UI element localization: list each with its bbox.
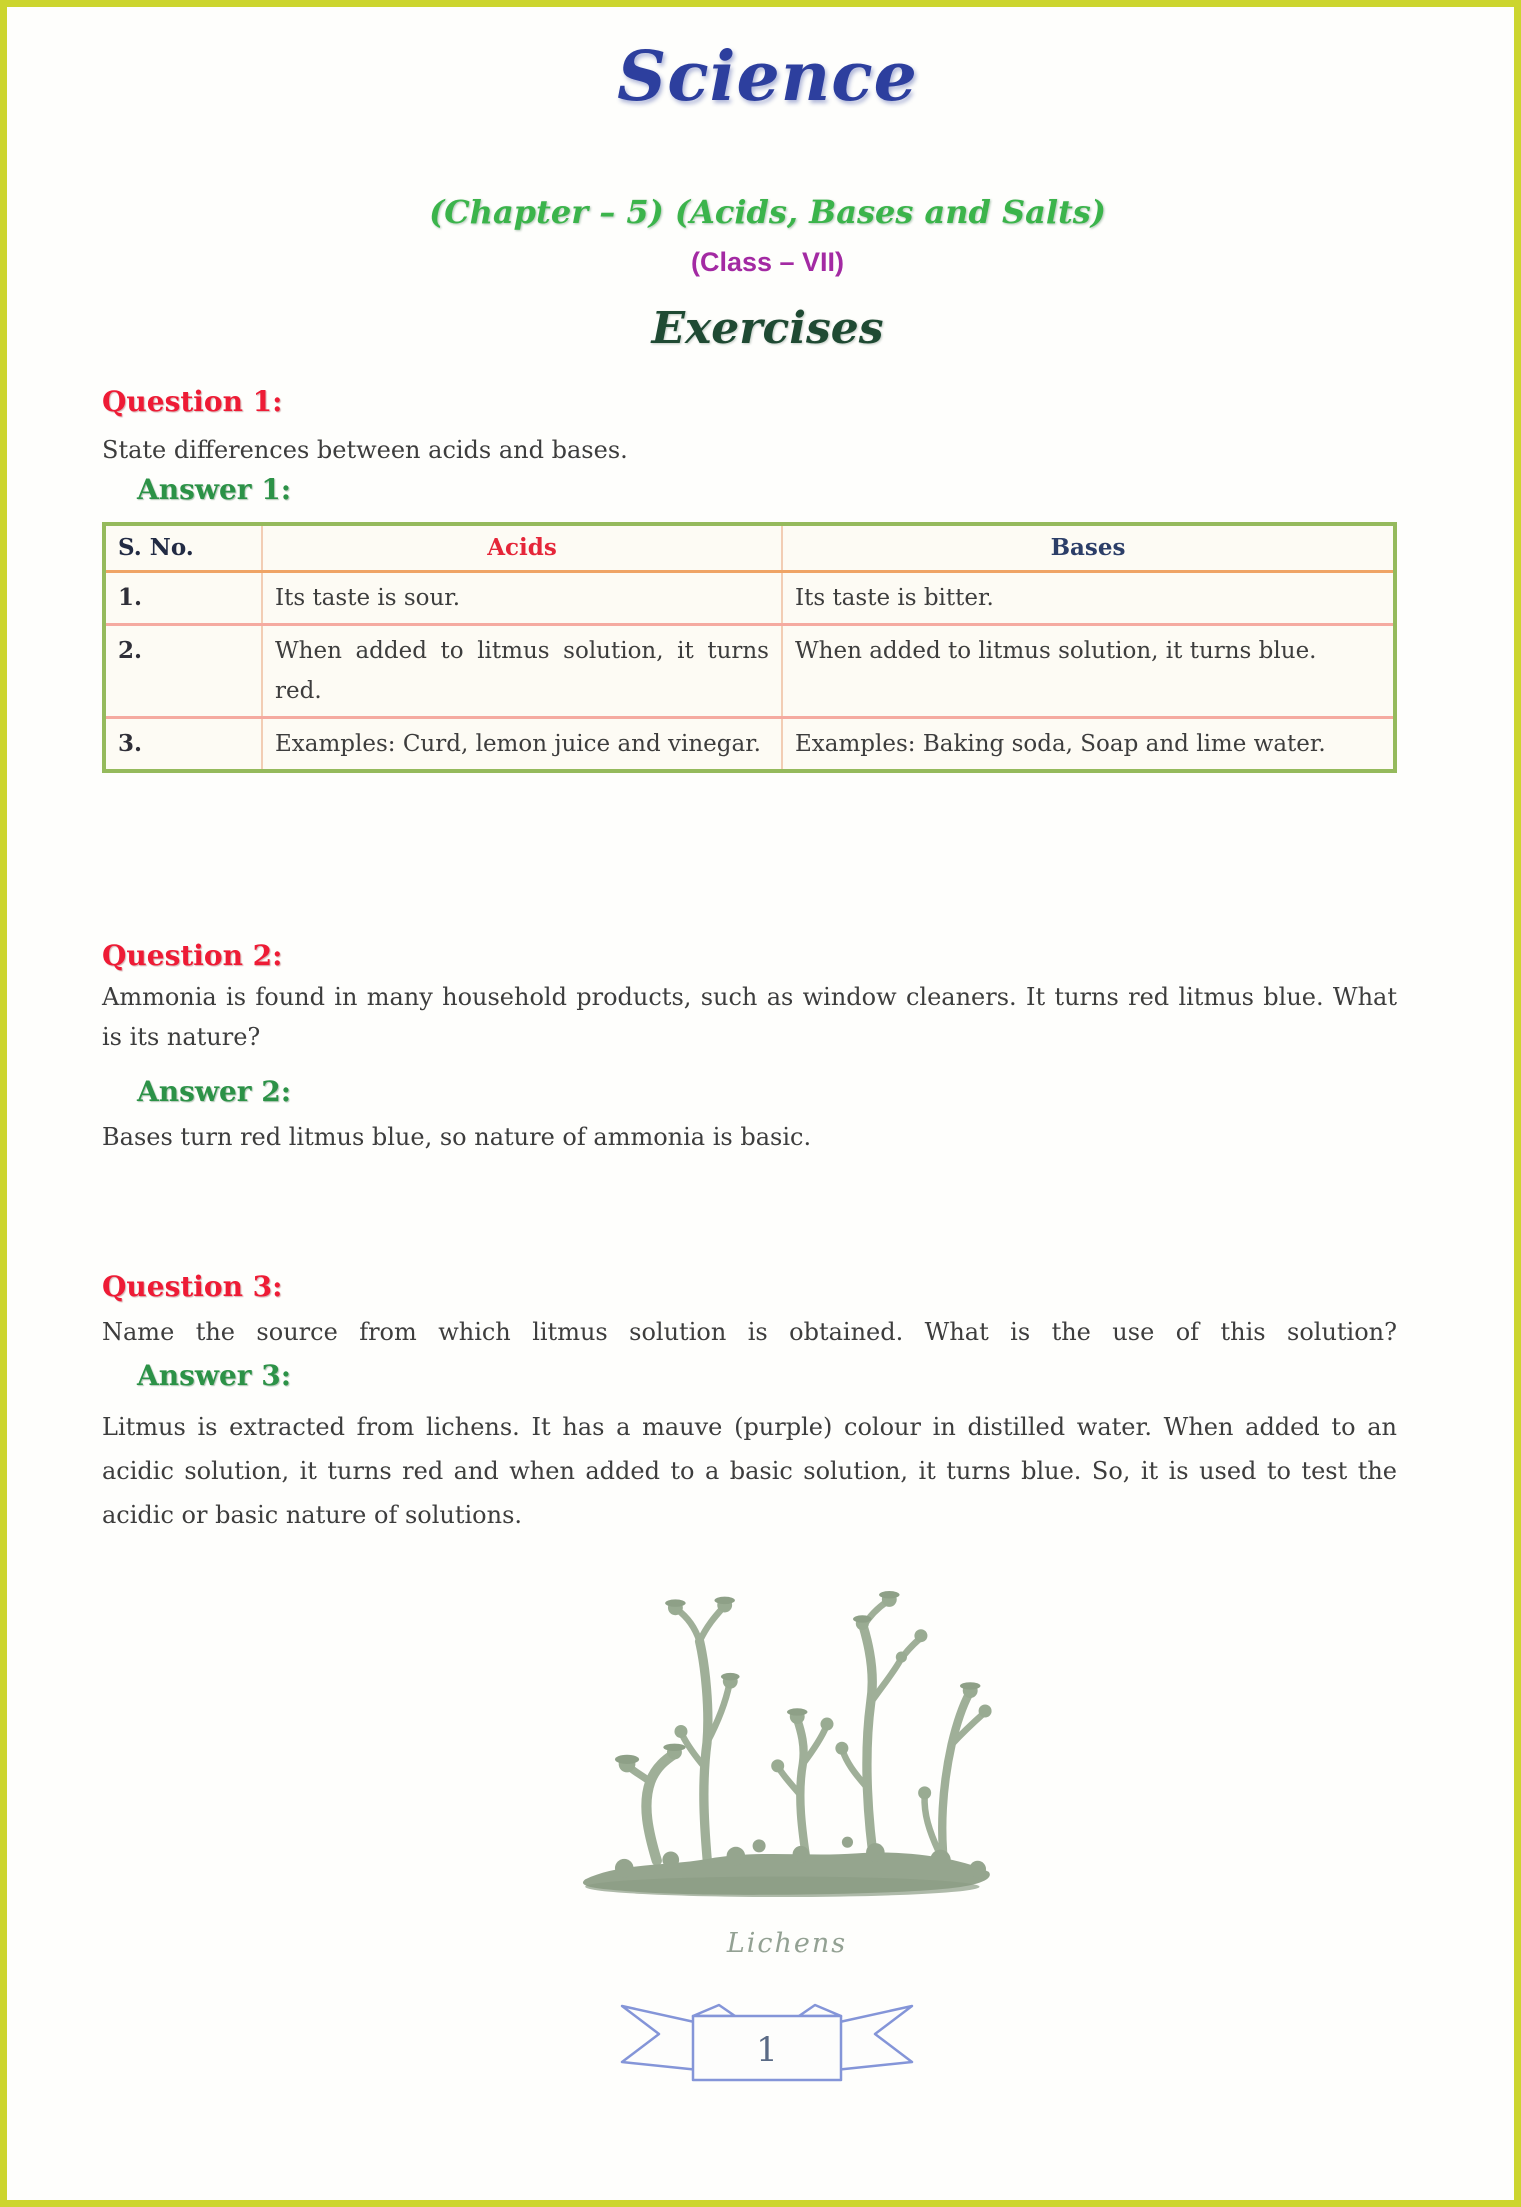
lichens-illustration xyxy=(552,1552,1022,1924)
chapter-heading: (Chapter – 5) (Acids, Bases and Salts) xyxy=(429,193,1106,231)
answer-3-text: Litmus is extracted from lichens. It has a mauve (purple) colour in distilled water. When added to an acidic solution, it turns red and when added to a basic solution, it turns blue. So, it is used to test the acidic or basic nature of solutions. xyxy=(102,1413,1397,1529)
bases-cell: Examples: Baking soda, Soap and lime water. xyxy=(782,718,1395,772)
row-number-cell: 1. xyxy=(118,584,143,611)
page-number: 1 xyxy=(756,2030,778,2070)
table-row xyxy=(104,718,1395,772)
class-heading: (Class – VII) xyxy=(690,247,845,277)
question-1-text: State differences between acids and bases. xyxy=(102,436,628,464)
lichens-figure xyxy=(552,1552,1022,1959)
question-1-label: Question 1: xyxy=(102,385,283,418)
table-header-row xyxy=(104,524,1395,572)
column-header-acids: Acids xyxy=(262,524,782,572)
table-row xyxy=(104,625,1395,718)
row-number-cell: 2. xyxy=(104,625,262,718)
acids-cell: Examples: Curd, lemon juice and vinegar. xyxy=(262,718,782,772)
acids-cell: Its taste is sour. xyxy=(262,572,782,625)
ribbon-icon xyxy=(607,1995,927,2090)
section-heading: Exercises xyxy=(651,303,884,354)
column-header-sno: S. No. xyxy=(104,524,262,572)
acids-bases-comparison-table xyxy=(102,522,1397,773)
page-title: Science xyxy=(617,37,918,117)
acids-cell: When added to litmus solution, it turns red. xyxy=(262,625,782,718)
figure-caption: Lichens xyxy=(726,1928,848,1959)
column-header-bases: Bases xyxy=(782,524,1395,572)
bases-cell: Its taste is bitter. xyxy=(782,572,1395,625)
answer-2-label: Answer 2: xyxy=(137,1075,292,1108)
page-number-banner xyxy=(607,1995,927,2094)
question-3-text: Name the source from which litmus solution is obtained. What is the use of this solution? xyxy=(102,1318,1397,1346)
answer-1-label: Answer 1: xyxy=(137,473,292,506)
table-row xyxy=(104,572,1395,625)
answer-2-text: Bases turn red litmus blue, so nature of ammonia is basic. xyxy=(102,1123,812,1151)
question-2-text: Ammonia is found in many household products, such as window cleaners. It turns red litmus blue. What is its nature? xyxy=(102,983,1397,1051)
answer-3-label: Answer 3: xyxy=(137,1359,292,1392)
row-number-cell: 3. xyxy=(104,718,262,772)
question-2-label: Question 2: xyxy=(102,939,283,972)
question-3-label: Question 3: xyxy=(102,1270,283,1303)
bases-cell: When added to litmus solution, it turns blue. xyxy=(782,625,1395,718)
